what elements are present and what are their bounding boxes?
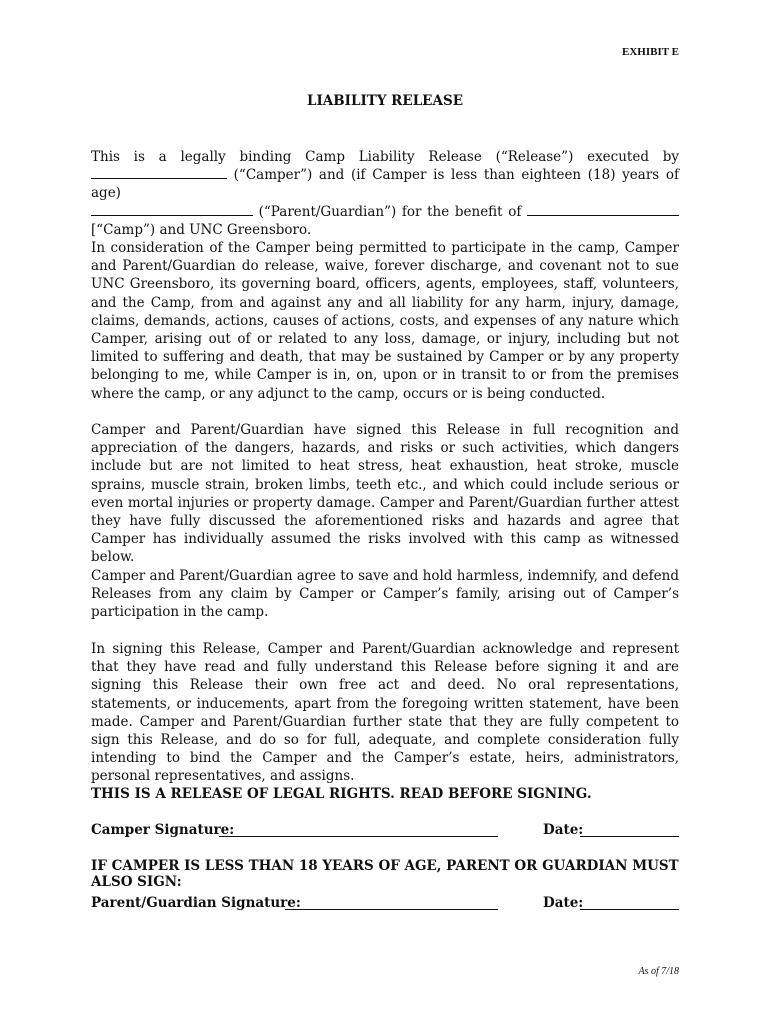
guardian-signature-line[interactable] — [285, 909, 498, 910]
indemnify-paragraph — [91, 567, 679, 622]
minor-notice: IF CAMPER IS LESS THAN 18 YEARS OF AGE, PARENT OR GUARDIAN MUST ALSO SIGN: — [91, 858, 679, 890]
recognition-paragraph — [91, 421, 679, 567]
camper-signature-line[interactable] — [219, 836, 498, 837]
release-warning: THIS IS A RELEASE OF LEGAL RIGHTS. READ BEFORE SIGNING. — [91, 786, 592, 802]
paragraph-text: Camper and Parent/Guardian agree to save and hold harmless, indemnify, and defend Releases from any claim by Camper or Camper’s family, arising out of Camper’s participation in the camp. — [91, 568, 679, 621]
intro-text-2: (“Camper”) and (if Camper is less than eighteen (18) years of age) — [91, 167, 679, 202]
camper-signature-label: Camper Signature: — [91, 822, 235, 838]
guardian-name-blank[interactable] — [91, 214, 253, 216]
guardian-signature-row — [91, 895, 679, 915]
consideration-paragraph — [91, 239, 679, 403]
intro-paragraph — [91, 148, 679, 239]
version-footer: As of 7/18 — [638, 966, 679, 977]
intro-text-1: This is a legally binding Camp Liability Release (“Release”) executed by — [91, 149, 679, 165]
guardian-signature-label: Parent/Guardian Signature: — [91, 895, 301, 911]
guardian-date-line[interactable] — [580, 909, 679, 910]
acknowledge-paragraph — [91, 640, 679, 786]
paragraph-text: Camper and Parent/Guardian have signed this Release in full recognition and appreciation of the dangers, hazards, and risks or such activities, which dangers include but are not limited to heat stress, heat exhaustion, heat stroke, muscle sprains, muscle strain, broken limbs, teeth etc., and which could include serious or even mortal injuries or property damage. Camper and Parent/Guardian further attest they have fully discussed the aforementioned risks and hazards and agree that Camper has individually assumed the risks involved with this camp as witnessed below. — [91, 422, 679, 566]
camper-signature-row — [91, 822, 679, 842]
camper-date-line[interactable] — [580, 836, 679, 837]
guardian-date-label: Date: — [543, 895, 584, 911]
paragraph-text: In consideration of the Camper being permitted to participate in the camp, Camper and Parent/Guardian do release, waive, forever discharge, and covenant not to sue UNC Greensboro, its governing board, officers, agents, employees, staff, volunteers, and the Camp, from and against any and all liability for any harm, injury, damage, claims, demands, actions, causes of actions, costs, and expenses of any nature which Camper, arising out of or related to any loss, damage, or injury, including but not limited to suffering and death, that may be sustained by Camper or by any property belonging to me, while Camper is in, on, upon or in transit to or from the premises where the camp, or any adjunct to the camp, occurs or is being conducted. — [91, 240, 679, 402]
exhibit-label: EXHIBIT E — [622, 46, 679, 58]
camp-name-blank[interactable] — [527, 214, 679, 216]
camper-date-label: Date: — [543, 822, 584, 838]
paragraph-text: In signing this Release, Camper and Parent/Guardian acknowledge and represent that they have read and fully understand this Release before signing it and are signing this Release their own free act and deed. No oral representations, statements, or inducements, apart from the foregoing written statement, have been made. Camper and Parent/Guardian further state that they are fully competent to sign this Release, and do so for full, adequate, and complete consideration fully intending to bind the Camper and the Camper’s estate, heirs, administrators, personal representatives, and assigns. — [91, 641, 679, 785]
document-title: LIABILITY RELEASE — [306, 93, 463, 109]
intro-text-4: [“Camp”) and UNC Greensboro. — [91, 221, 312, 238]
camper-name-blank[interactable] — [91, 177, 227, 179]
intro-text-3: (“Parent/Guardian”) for the benefit of — [253, 203, 527, 220]
